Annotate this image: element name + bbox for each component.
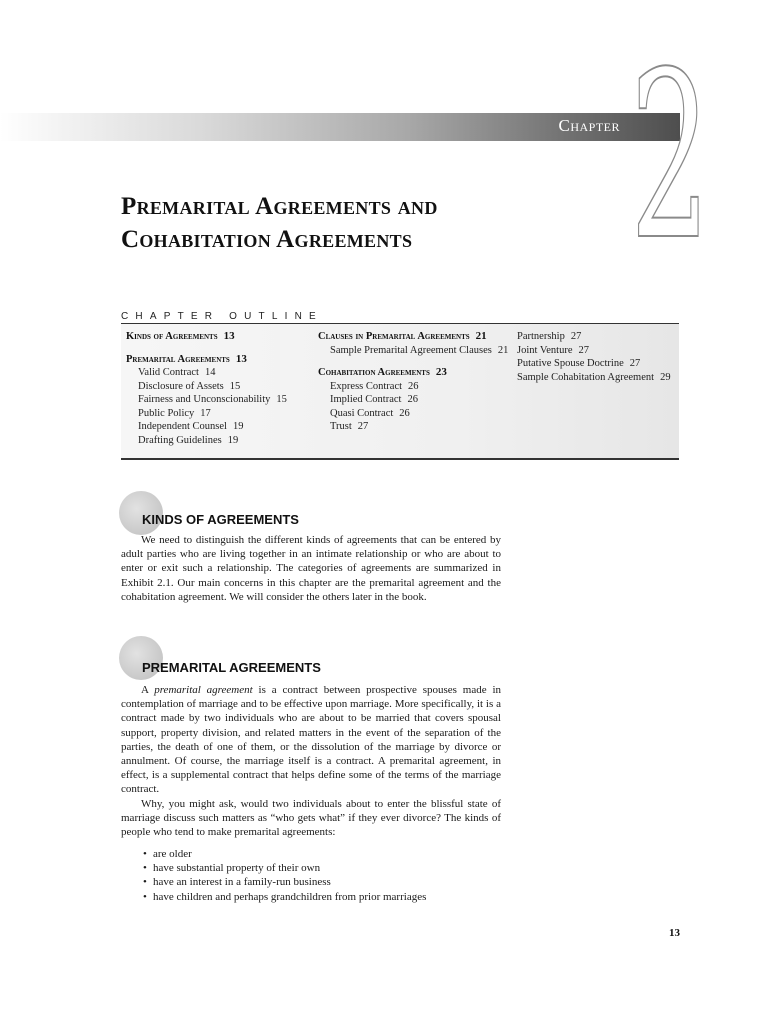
list-item: • have an interest in a family-run business <box>143 875 426 889</box>
outline-page-number: 27 <box>357 421 369 432</box>
outline-column-2 <box>318 330 513 434</box>
outline-heading-premarital <box>126 353 316 367</box>
outline-item <box>318 407 513 421</box>
outline-item <box>126 393 316 407</box>
outline-page-number: 27 <box>578 344 590 356</box>
chapter-outline-label: CHAPTER OUTLINE <box>121 311 323 322</box>
outline-item-label: Quasi Contract <box>330 407 394 419</box>
outline-item-label: Sample Cohabitation Agreement <box>517 371 655 383</box>
outline-heading-text: Clauses in Premarital Agreements <box>318 331 470 342</box>
outline-page-number: 19 <box>227 434 239 446</box>
outline-page-number: 21 <box>497 344 509 356</box>
outline-heading-text: Cohabitation Agreements <box>318 367 430 378</box>
outline-page-number: 26 <box>407 394 418 405</box>
outline-heading-text: Kinds of Agreements <box>126 331 218 342</box>
chapter-title-line-2: Cohabitation Agreements <box>121 226 413 253</box>
defined-term: premarital agreement <box>154 684 253 696</box>
outline-page-number: 26 <box>408 380 419 392</box>
page-number: 13 <box>669 927 680 939</box>
outline-column-3 <box>517 330 677 384</box>
outline-item <box>318 344 513 358</box>
outline-page-number: 15 <box>229 380 241 392</box>
chapter-title-line-1: Premarital Agreements and <box>121 193 438 220</box>
outline-page-number: 19 <box>232 421 244 432</box>
outline-item-label: Sample Premarital Agreement Clauses <box>330 344 492 356</box>
outline-item-label: Partnership <box>517 331 565 342</box>
section-heading-premarital: PREMARITAL AGREEMENTS <box>142 660 321 675</box>
outline-item <box>517 330 677 344</box>
outline-page-number: 26 <box>399 407 410 419</box>
outline-page-number: 23 <box>435 366 447 378</box>
outline-item-label: Drafting Guidelines <box>138 434 222 446</box>
outline-page-number: 17 <box>200 407 211 419</box>
paragraph-text: A <box>141 684 155 696</box>
outline-page-number: 21 <box>475 330 487 342</box>
outline-item-label: Disclosure of Assets <box>138 380 224 392</box>
outline-item-label: Joint Venture <box>517 344 573 356</box>
outline-item-label: Implied Contract <box>330 394 402 405</box>
outline-page-number: 27 <box>629 358 641 369</box>
outline-item <box>517 344 677 358</box>
outline-item <box>126 380 316 394</box>
list-item: • are older <box>143 847 426 861</box>
paragraph-premarital-definition <box>121 683 501 797</box>
outline-item <box>126 407 316 421</box>
outline-item <box>126 420 316 434</box>
outline-page-number: 13 <box>223 330 235 342</box>
outline-heading-text: Premarital Agreements <box>126 353 230 365</box>
paragraph-premarital-why: Why, you might ask, would two individuals about to enter the blissful state of marriage discuss such matters as “who gets what” if they ever divorce? The kinds of people who tend to make premarital agreements: <box>121 798 501 839</box>
outline-page-number: 27 <box>570 331 582 342</box>
chapter-number: 2 <box>630 24 711 291</box>
outline-item <box>318 420 513 434</box>
outline-item-label: Putative Spouse Doctrine <box>517 358 624 369</box>
outline-column-1 <box>126 330 316 447</box>
paragraph-kinds: We need to distinguish the different kinds of agreements that can be entered by adult parties who are living together in an intimate relationship or who are about to enter or exit such a relationship. The categories of agreements are summarized in Exhibit 2.1. Our main concerns in this chapter are the premarital agreement and the cohabitation agreement. We will consider the others later in the book. <box>121 534 501 603</box>
outline-item-label: Independent Counsel <box>138 421 227 432</box>
outline-item <box>126 434 316 448</box>
outline-item <box>517 357 677 371</box>
outline-item <box>517 371 677 385</box>
outline-item-label: Trust <box>330 421 352 432</box>
outline-heading-clauses <box>318 330 513 344</box>
outline-page-number: 29 <box>660 371 671 383</box>
outline-page-number: 15 <box>276 394 287 405</box>
list-item: • have substantial property of their own <box>143 861 426 875</box>
paragraph-text: is a contract between prospective spouses made in contemplation of marriage and to be effective upon marriage. More specifically, it is a contract made by two individuals who are about to be married that covers spousal support, property division, and related matters in the event of the separation of the parties, the death of one of them, or the dissolution of the marriage by divorce or annulment. Of course, the marriage itself is a contract. A premarital agreement, in effect, is a supplemental contract that helps define some of the terms of the marriage contract. <box>121 684 502 796</box>
outline-item-label: Fairness and Unconscionability <box>138 394 271 405</box>
section-heading-kinds: KINDS OF AGREEMENTS <box>142 512 299 527</box>
outline-item-label: Valid Contract <box>138 367 199 378</box>
outline-item-label: Public Policy <box>138 407 195 419</box>
bullet-list <box>143 847 426 904</box>
outline-page-number: 14 <box>204 367 216 378</box>
outline-item <box>318 393 513 407</box>
outline-item-label: Express Contract <box>330 380 403 392</box>
outline-page-number: 13 <box>235 352 247 365</box>
list-item: • have children and perhaps grandchildren from prior marriages <box>143 890 426 904</box>
chapter-label: Chapter <box>558 116 620 135</box>
outline-heading-kinds <box>126 330 316 344</box>
outline-heading-cohabitation <box>318 366 513 380</box>
outline-item <box>126 366 316 380</box>
outline-item <box>318 380 513 394</box>
